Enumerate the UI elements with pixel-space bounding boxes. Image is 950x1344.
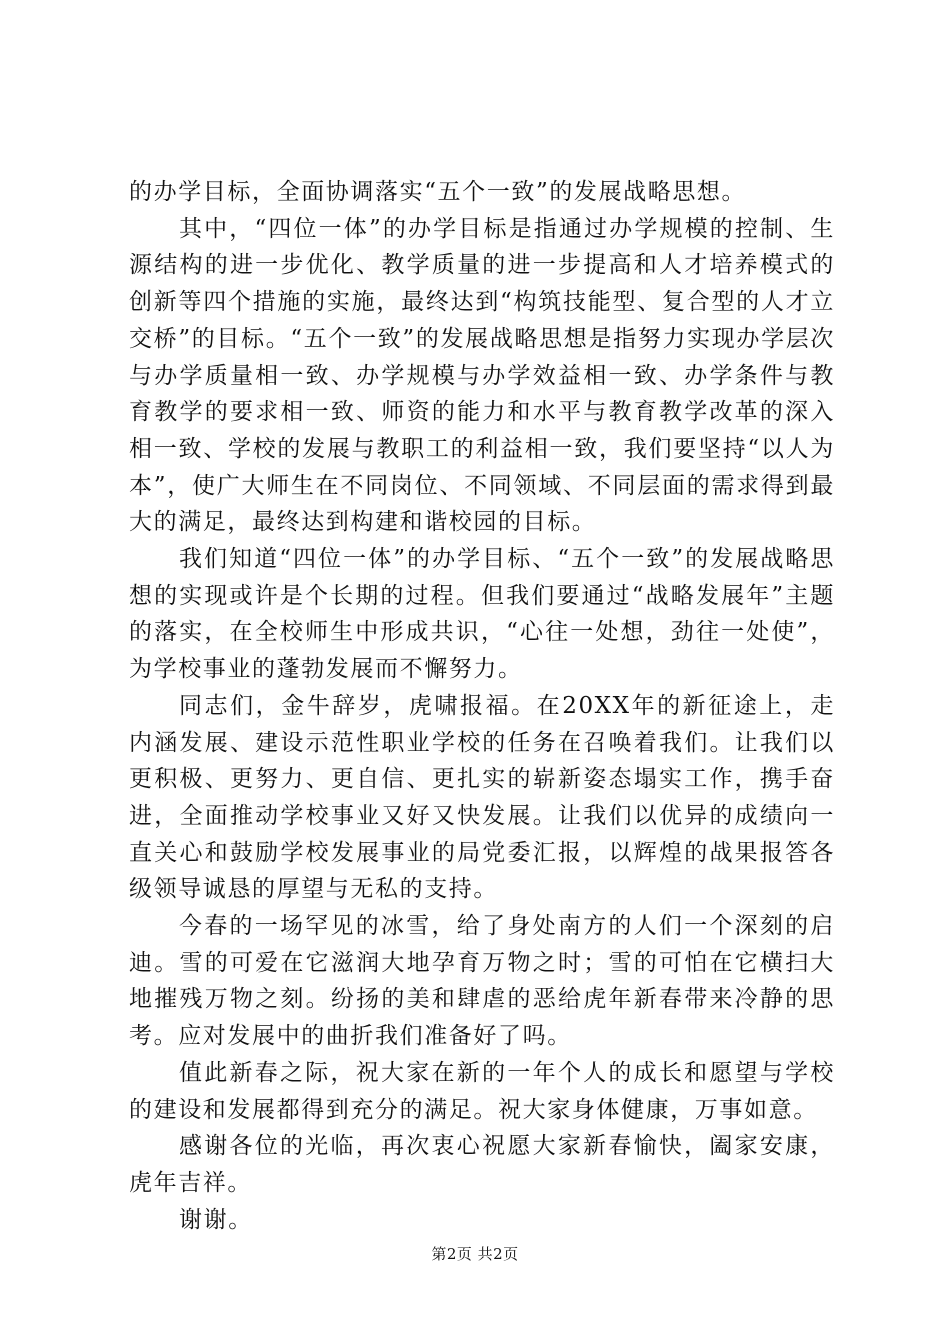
page-number-footer: 第2页 共2页 bbox=[431, 1245, 519, 1263]
paragraph: 我们知道“四位一体”的办学目标、“五个一致”的发展战略思想的实现或许是个长期的过程。但我们要通过“战略发展年”主题的落实，在全校师生中形成共识，“心往一处想，劲往一处使”，为学校事业的蓬勃发展而不懈努力。 bbox=[129, 546, 835, 683]
paragraph: 其中，“四位一体”的办学目标是指通过办学规模的控制、生源结构的进一步优化、教学质量的进一步提高和人才培养模式的创新等四个措施的实施，最终达到“构筑技能型、复合型的人才立交桥”的目标。“五个一致”的发展战略思想是指努力实现办学层次与办学质量相一致、办学规模与办学效益相一致、办学条件与教育教学的要求相一致、师资的能力和水平与教育教学改革的深入相一致、学校的发展与教职工的利益相一致，我们要坚持“以人为本”，使广大师生在不同岗位、不同领域、不同层面的需求得到最大的满足，最终达到构建和谐校园的目标。 bbox=[129, 215, 835, 536]
paragraph: 谢谢。 bbox=[179, 1206, 253, 1233]
paragraph: 同志们，金牛辞岁，虎啸报福。在20XX年的新征途上，走内涵发展、建设示范性职业学校的任务在召唤着我们。让我们以更积极、更努力、更自信、更扎实的崭新姿态塌实工作，携手奋进，全面推动学校事业又好又快发展。让我们以优异的成绩向一直关心和鼓励学校发展事业的局党委汇报，以辉煌的战果报答各级领导诚恳的厚望与无私的支持。 bbox=[129, 692, 835, 903]
paragraph: 值此新春之际，祝大家在新的一年个人的成长和愿望与学校的建设和发展都得到充分的满足。祝大家身体健康，万事如意。 bbox=[129, 1059, 835, 1123]
paragraph: 今春的一场罕见的冰雪，给了身处南方的人们一个深刻的启迪。雪的可爱在它滋润大地孕育万物之时；雪的可怕在它横扫大地摧残万物之刻。纷扬的美和肆虐的恶给虎年新春带来冷静的思考。应对发展中的曲折我们准备好了吗。 bbox=[129, 913, 835, 1050]
paragraph: 感谢各位的光临，再次衷心祝愿大家新春愉快，阖家安康，虎年吉祥。 bbox=[129, 1133, 835, 1196]
paragraph: 的办学目标，全面协调落实“五个一致”的发展战略思想。 bbox=[129, 179, 747, 205]
document-body bbox=[129, 174, 835, 1238]
